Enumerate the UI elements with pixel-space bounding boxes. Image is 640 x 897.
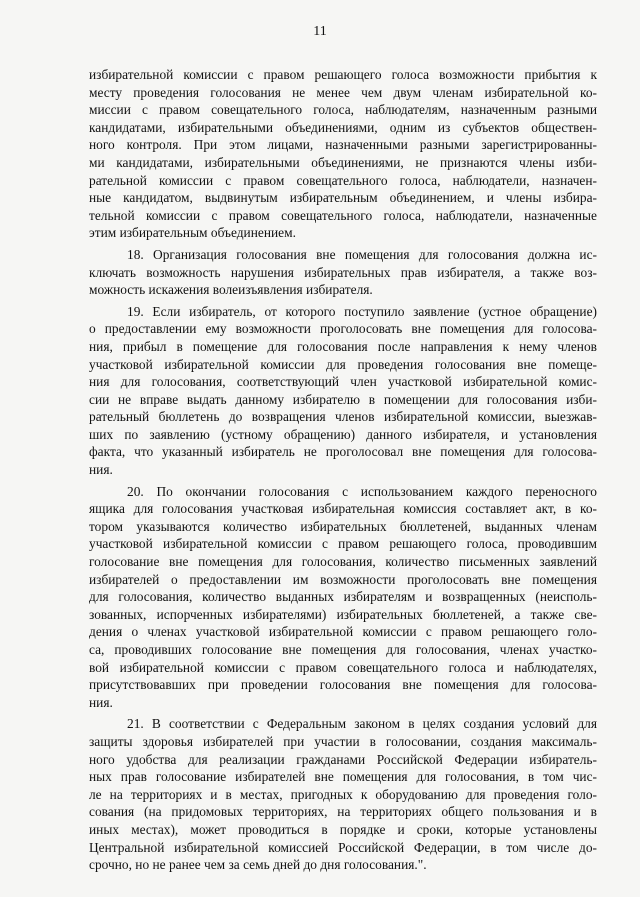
paragraph-item-21 (89, 715, 597, 873)
text-line: ния. (89, 462, 113, 478)
paragraph-continuation (89, 66, 597, 242)
text-line: участковой избирательной комиссии с правом решающего голоса, проводившим (89, 536, 597, 552)
text-line: 19. Если избиратель, от которого поступило заявление (устное обращение) (127, 303, 597, 319)
text-line: о предоставлении ему возможности проголосовать вне помещения для голосова- (89, 321, 597, 337)
text-line: ле на территориях и в местах, пригодных к оборудованию для проведения голо- (89, 786, 597, 802)
text-line: присутствовавших при проведении голосования вне помещения для голосова- (89, 677, 597, 693)
text-line: сования (на придомовых территориях, на территориях общего пользования и в (89, 804, 597, 820)
text-line: Центральной избирательной комиссией Российской Федерации, в том числе до- (89, 839, 597, 855)
text-line: 20. По окончании голосования с использованием каждого переносного (127, 483, 597, 499)
paragraph-item-18 (89, 246, 597, 299)
text-line: можность искажения волеизъявления избирателя. (89, 282, 373, 298)
text-line: ших по заявлению (устному обращению) данного избирателя, и установления (89, 426, 597, 442)
text-line: 21. В соответствии с Федеральным законом в целях создания условий для (127, 716, 597, 732)
text-line: зованных, испорченных избирателями) избирательных бюллетеней, а также све- (89, 606, 597, 622)
text-line: сии не вправе выдать данному избирателю в помещении для голосования изби- (89, 391, 597, 407)
text-line: са, проводивших голосование вне помещения для голосования, членах участко- (89, 642, 597, 657)
text-line: 18. Организация голосования вне помещения для голосования должна ис- (127, 246, 597, 262)
text-line: рательный бюллетень до возвращения членов избирательной комиссии, выезжав- (89, 409, 597, 425)
text-line: ми кандидатами, избирательными объединениями, не признаются члены изби- (89, 154, 597, 170)
text-line: этим избирательным объединением. (89, 225, 296, 241)
document-body (89, 66, 597, 878)
text-line: ния. (89, 694, 113, 710)
text-line: дения о членах участковой избирательной комиссии с правом решающего голо- (89, 624, 597, 640)
text-line: участковой избирательной комиссии для проведения голосования вне помеще- (89, 356, 597, 372)
text-line: тельной комиссии с правом совещательного голоса, наблюдатели, назначенные (89, 207, 597, 223)
text-line: голосование вне помещения для голосования, количество письменных заявлений (89, 554, 597, 570)
text-line: ного удобства для реализации гражданами Российской Федерации избиратель- (89, 751, 597, 767)
text-line: кандидатами, избирательными объединениями, одним из субъектов обществен- (89, 119, 597, 135)
text-line: месту проведения голосования не менее чем двум членам избирательной ко- (89, 84, 597, 100)
text-line: ключать возможность нарушения избирательных прав избирателя, а также воз- (89, 264, 597, 280)
text-line: избирательной комиссии с правом решающего голоса возможности прибытия к (89, 67, 597, 82)
text-line: ящика для голосования участковая избирательная комиссия составляет акт, в ко- (89, 501, 597, 517)
text-line: вой избирательной комиссии с правом совещательного голоса и наблюдателях, (89, 659, 597, 675)
page-number: 11 (313, 24, 327, 39)
paragraph-item-20 (89, 483, 597, 712)
text-line: иных местах), может проводиться в порядке и сроки, которые установлены (89, 821, 597, 837)
text-line: тором указываются количество избирательных бюллетеней, выданных членам (89, 518, 597, 534)
text-line: ные кандидатом, выдвинутым избирательным объединением, и члены избира- (89, 190, 597, 206)
text-line: миссии с правом совещательного голоса, наблюдателям, назначенным разными (89, 102, 597, 118)
paragraph-item-19 (89, 303, 597, 479)
text-line: ния для голосования, соответствующий член участковой избирательной комис- (89, 374, 597, 390)
text-line: ния, прибыл в помещение для голосования после направления к нему членов (89, 338, 597, 354)
text-line: срочно, но не ранее чем за семь дней до дня голосования.". (89, 857, 427, 873)
text-line: для голосования, количество выданных избирателям и возвращенных (неисполь- (89, 589, 597, 605)
text-line: рательной комиссии с правом совещательного голоса, наблюдатели, назначен- (89, 172, 597, 188)
text-line: ных прав голосование избирателей вне помещения для голосования, в том чис- (89, 769, 597, 785)
text-line: ного контроля. При этом лицами, назначенными разными зарегистрированны- (89, 137, 597, 153)
text-line: избирателей о предоставлении им возможности проголосовать вне помещения (89, 571, 597, 587)
text-line: защиты здоровья избирателей при участии в голосовании, создания максималь- (89, 733, 597, 749)
text-line: факта, что указанный избиратель не проголосовал вне помещения для голосова- (89, 444, 597, 460)
